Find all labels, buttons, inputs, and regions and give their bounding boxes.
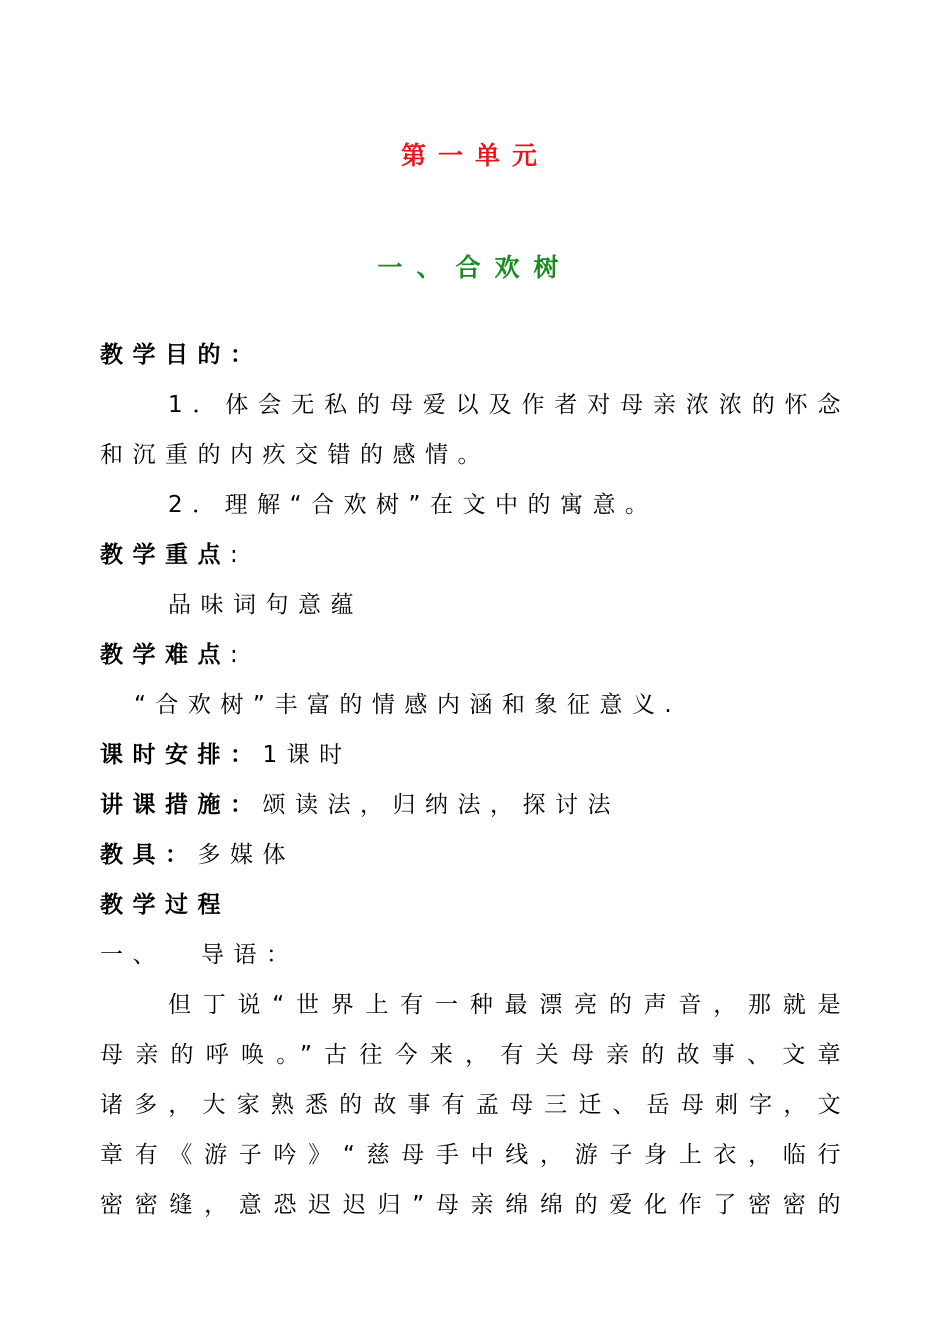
- paragraph-line-4: 章有《游子吟》“慈母手中线，游子身上衣，临行: [100, 1142, 850, 1168]
- difficulties-colon: :: [230, 642, 248, 668]
- paragraph-line-3: 诸多，大家熟悉的故事有孟母三迁、岳母刺字，文: [100, 1092, 850, 1118]
- schedule-heading: 课时安排：: [100, 742, 263, 768]
- objective-2: 2．理解“合欢树”在文中的寓意。: [168, 492, 658, 518]
- paragraph-line-5: 密密缝，意恐迟迟归”母亲绵绵的爱化作了密密的: [100, 1192, 850, 1218]
- key-points-colon: :: [230, 542, 248, 568]
- key-points-heading: 教学重点: [100, 542, 230, 568]
- tools-heading: 教具：: [100, 842, 198, 868]
- methods-content: 颂读法，归纳法，探讨法: [262, 792, 620, 818]
- key-points-content: 品味词句意蕴: [168, 592, 363, 618]
- schedule-content: 1课时: [262, 742, 352, 768]
- unit-title: 第一单元: [400, 141, 549, 170]
- objective-1-line-2: 和沉重的内疚交错的感情。: [100, 442, 490, 468]
- objectives-heading: 教学目的：: [100, 342, 263, 368]
- lesson-title: 一、合欢树: [377, 253, 573, 282]
- methods-line: [100, 780, 850, 830]
- section-1-number: 一、: [100, 942, 165, 968]
- key-points-heading-line: [100, 530, 850, 580]
- process-heading-line: [100, 880, 850, 930]
- section-1-title: 导语：: [201, 942, 299, 968]
- objective-1-line-1: 1．体会无私的母爱以及作者对母亲浓浓的怀念: [168, 392, 850, 418]
- process-heading: 教学过程: [100, 892, 230, 918]
- tools-line: [100, 830, 850, 880]
- difficulties-heading: 教学难点: [100, 642, 230, 668]
- paragraph-line-2: 母亲的呼唤。”古往今来，有关母亲的故事、文章: [100, 1042, 850, 1068]
- methods-heading: 讲课措施：: [100, 792, 263, 818]
- lesson-plan-body: [100, 330, 850, 1230]
- objectives-heading-line: [100, 330, 850, 380]
- tools-content: 多媒体: [197, 842, 295, 868]
- difficulties-content: “合欢树”丰富的情感内涵和象征意义.: [134, 692, 682, 718]
- paragraph-line-1: 但丁说“世界上有一种最漂亮的声音，那就是: [168, 992, 850, 1018]
- section-1-heading-line: [100, 930, 850, 980]
- schedule-line: [100, 730, 850, 780]
- difficulties-heading-line: [100, 630, 850, 680]
